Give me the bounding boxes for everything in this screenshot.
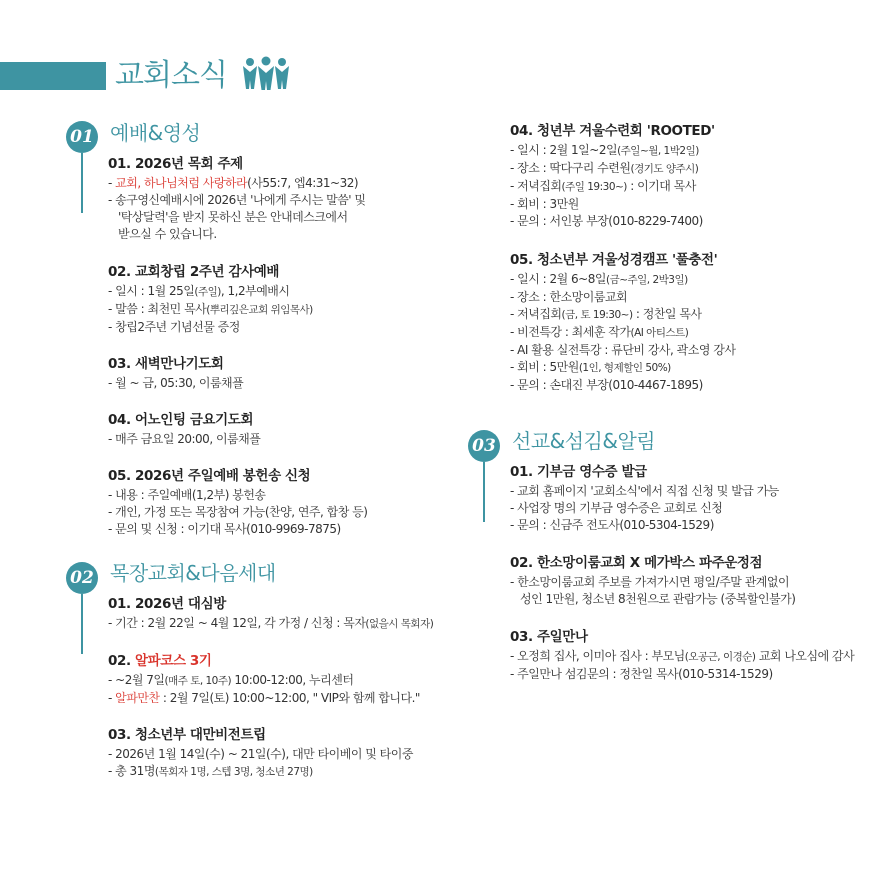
page-title: 교회소식: [115, 58, 227, 93]
item-line: - 문의 : 손대진 부장(010-4467-1895): [510, 378, 703, 392]
item-line: - 사업장 명의 기부금 영수증은 교회로 신청: [510, 501, 723, 515]
item-line: 받으실 수 있습니다.: [118, 227, 217, 241]
item-line: - 창립2주년 기념선물 증정: [108, 320, 240, 334]
news-item: [510, 248, 735, 394]
item-line: [108, 763, 433, 781]
item-line: - 한소망이룸교회 주보를 가져가시면 평일/주말 관계없이: [510, 575, 790, 589]
item-text: : 2월 7일(토) 10:00~12:00, " VIP와 함께 합니다.": [159, 691, 420, 705]
item-title: 04. 청년부 겨울수련회 'ROOTED': [510, 123, 715, 139]
item-text: - 말씀 : 최천민 목사: [108, 302, 207, 316]
item-title: 02. 교회창립 2주년 감사예배: [108, 264, 280, 280]
item-title: 01. 2026년 대심방: [108, 596, 226, 612]
item-text: 10:00-12:00, 누리센터: [231, 673, 354, 687]
item-line: - 2026년 1월 14일(수) ~ 21일(수), 대만 타이베이 및 타이중: [108, 747, 413, 761]
item-line: [510, 271, 735, 289]
section-divider-line: [483, 462, 485, 522]
item-title: 02. 한소망이룸교회 X 메가박스 파주운정점: [510, 555, 763, 571]
news-item: [108, 152, 367, 243]
highlight-text: 알파만찬: [115, 691, 160, 705]
highlight-text: 교회, 하나님처럼 사랑하라: [115, 176, 248, 190]
item-line: - 문의 및 신청 : 이기대 목사(010-9969-7875): [108, 522, 341, 536]
item-note: (매주 토, 10주): [164, 675, 232, 687]
news-item: [108, 592, 433, 633]
item-note: (1인, 형제할인 50%): [578, 362, 671, 374]
news-item: [108, 352, 367, 392]
section-title: 선교&섬김&알림: [512, 429, 656, 453]
item-title: 03. 청소년부 대만비전트립: [108, 727, 266, 743]
item-line: [510, 306, 735, 324]
item-line: [510, 178, 735, 196]
item-line: [108, 283, 367, 301]
section-title: 예배&영성: [110, 121, 201, 145]
item-text: : 이기대 목사: [626, 179, 696, 193]
item-line: - 주일만나 섬김문의 : 정찬일 목사(010-5314-1529): [510, 667, 773, 681]
item-text: - ~2월 7일: [108, 673, 165, 687]
item-title: 04. 어노인팅 금요기도회: [108, 412, 254, 428]
item-line: - AI 활용 실전특강 : 류단비 강사, 곽소영 강사: [510, 343, 736, 357]
section-1-content: [108, 152, 367, 538]
item-line: '탁상달력'을 받지 못하신 분은 안내데스크에서: [118, 210, 348, 224]
section-divider-line: [81, 594, 83, 654]
section-title: 목장교회&다음세대: [110, 561, 276, 585]
item-title: 03. 주일만나: [510, 629, 588, 645]
news-item: [510, 551, 854, 608]
item-line: - 월 ~ 금, 05:30, 이룸채플: [108, 376, 244, 390]
item-title: 05. 2026년 주일예배 봉헌송 신청: [108, 468, 311, 484]
item-text: - 비전특강 : 최세훈 작가: [510, 325, 631, 339]
item-title: 01. 2026년 목회 주제: [108, 156, 243, 172]
item-note: (주일 19:30~): [561, 181, 627, 193]
item-line: - 교회 홈페이지 '교회소식'에서 직접 신청 및 발급 가능: [510, 484, 779, 498]
item-line: [510, 142, 735, 160]
item-text: - 기간 : 2월 22일 ~ 4월 12일, 각 가정 / 신청 : 목자: [108, 616, 366, 630]
section-3-content: [510, 460, 854, 683]
item-text: - 일시 : 2월 1일~2일: [510, 143, 618, 157]
item-text: : 정찬일 목사: [632, 307, 702, 321]
news-item: [108, 723, 433, 781]
item-note: (목회자 1명, 스텝 3명, 청소년 27명): [154, 766, 313, 778]
news-item: [510, 119, 735, 230]
section-number-badge: 01: [66, 121, 98, 153]
item-title: [108, 649, 433, 669]
item-text: - 장소 : 딱다구리 수련원: [510, 161, 631, 175]
item-title: 01. 기부금 영수증 발급: [510, 464, 647, 480]
item-line: [108, 690, 433, 707]
item-text: - 저녁집회: [510, 179, 562, 193]
right-column-content: [510, 119, 735, 394]
item-line: - 회비 : 3만원: [510, 197, 579, 211]
item-note: (없을시 목회자): [365, 618, 434, 630]
item-line: - 문의 : 신금주 전도사(010-5304-1529): [510, 518, 714, 532]
item-line: 성인 1만원, 청소년 8천원으로 관람가능 (중복할인불가): [520, 592, 796, 606]
section-divider-line: [81, 153, 83, 213]
news-item: [108, 649, 433, 707]
title-accent-bar: [0, 62, 106, 90]
item-line: - 교회, 하나님처럼 사랑하라(사55:7, 엡4:31~32): [108, 176, 359, 190]
item-note: (뿌리깊은교회 위임목사): [206, 304, 313, 316]
news-item: [510, 625, 854, 683]
item-text: - 총 31명: [108, 764, 155, 778]
item-note: (AI 아티스트): [630, 327, 689, 339]
item-text: - 저녁집회: [510, 307, 562, 321]
item-line: [510, 324, 735, 342]
item-line: - 매주 금요일 20:00, 이룸채플: [108, 432, 261, 446]
news-item: [108, 408, 367, 448]
item-line: - 문의 : 서인봉 부장(010-8229-7400): [510, 214, 703, 228]
item-text: - 일시 : 1월 25일: [108, 284, 195, 298]
item-line: [108, 672, 433, 690]
item-text: - 오정희 집사, 이미아 집사 : 부모님: [510, 649, 685, 663]
news-item: [108, 260, 367, 336]
section-number-badge: 02: [66, 562, 98, 594]
news-item: [108, 464, 367, 538]
news-item: [510, 460, 854, 534]
section-2-content: [108, 592, 433, 781]
item-text: (사55:7, 엡4:31~32): [247, 176, 359, 190]
item-title: 03. 새벽만나기도회: [108, 356, 224, 372]
item-line: [510, 359, 735, 377]
people-icon: [242, 56, 290, 90]
item-text: - 회비 : 5만원: [510, 360, 579, 374]
item-note: (금, 토 19:30~): [561, 309, 633, 321]
item-note: (오공근, 이경순): [684, 651, 756, 663]
item-text: - 일시 : 2월 6~8일: [510, 272, 606, 286]
item-line: [108, 615, 433, 633]
item-note: (주일~월, 1박2일): [617, 145, 699, 157]
item-note: (금~주일, 2박3일): [605, 274, 688, 286]
item-note: (주일): [194, 286, 221, 298]
item-line: - 개인, 가정 또는 목장참여 가능(찬양, 연주, 합창 등): [108, 505, 368, 519]
item-line: [510, 648, 854, 666]
item-line: [510, 160, 735, 178]
item-line: - 송구영신예배시에 2026년 '나에게 주시는 말씀' 및: [108, 193, 366, 207]
item-note: (경기도 양주시): [630, 163, 699, 175]
item-line: [108, 301, 367, 319]
item-title-number: 02.: [108, 653, 136, 669]
highlight-text: 알파코스 3기: [135, 653, 212, 669]
item-text: -: [108, 691, 116, 705]
item-title: 05. 청소년부 겨울성경캠프 '풀충전': [510, 252, 718, 268]
item-text: 교회 나오심에 감사: [755, 649, 855, 663]
item-line: - 장소 : 한소망이룸교회: [510, 290, 628, 304]
section-number-badge: 03: [468, 430, 500, 462]
item-line: - 내용 : 주일예배(1,2부) 봉헌송: [108, 488, 266, 502]
item-text: , 1,2부예배시: [220, 284, 290, 298]
